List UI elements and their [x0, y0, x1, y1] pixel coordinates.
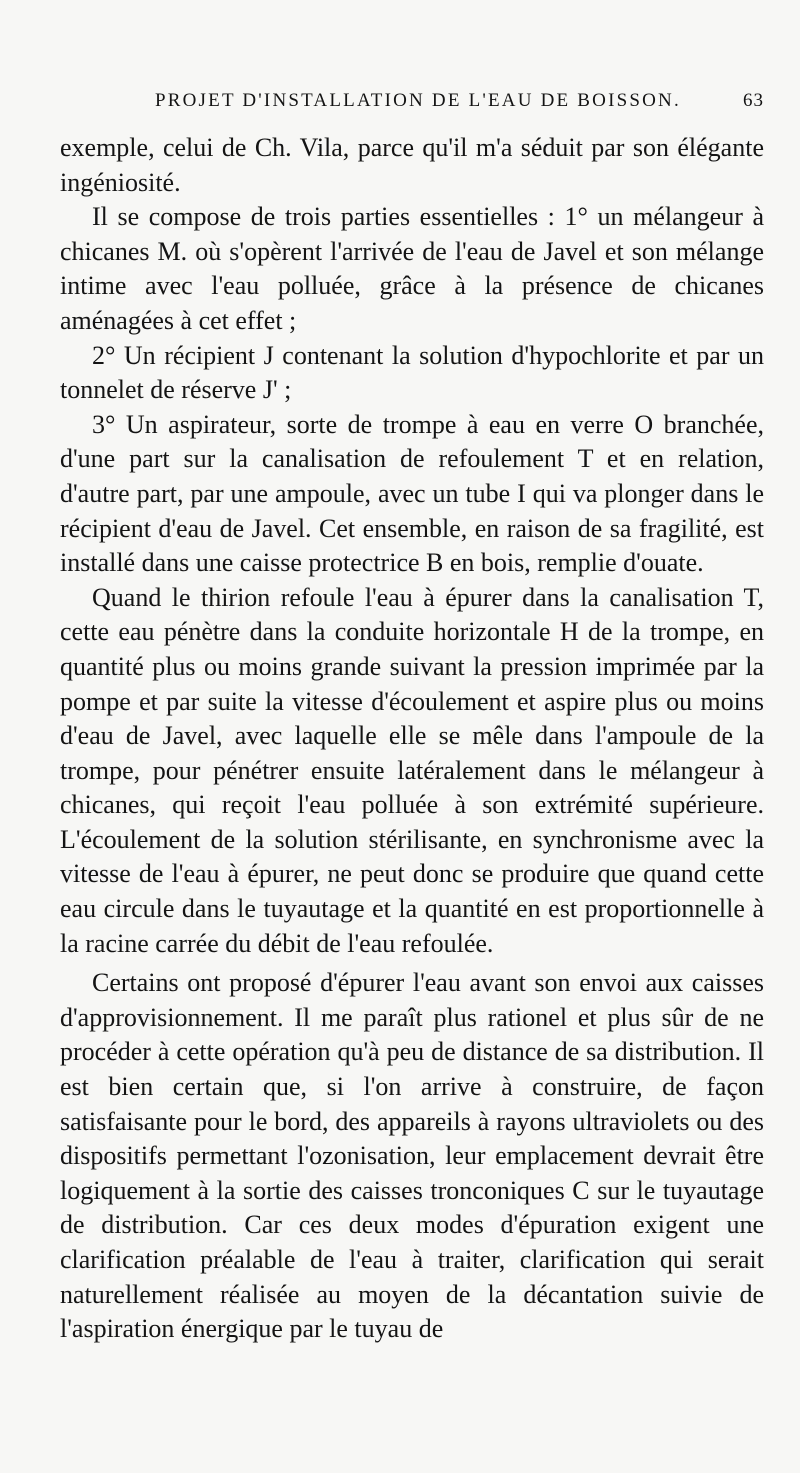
paragraph-operation: Quand le thirion refoule l'eau à épurer dans la canalisation T, cette eau pénètre dans la conduite horizontale H de la trompe, en quantité plus ou moins grande suivant la pression imprimée par la pompe et par suite la vitesse d'écoulement et aspire plus ou moins d'eau de Javel, avec laquelle elle se mêle dans l'ampoule de la trompe, pour pénétrer ensuite latéralement dans le mélangeur à chicanes, qui reçoit l'eau polluée à son extrémité supérieure. L'écoulement de la solution stérilisante, en synchronisme avec la vitesse de l'eau à épurer, ne peut donc se produire que quand cette eau circule dans le tuyautage et la quantité en est proportionnelle à la racine carrée du débit de l'eau refoulée. [60, 582, 764, 958]
paragraph-aspirator: 3° Un aspirateur, sorte de trompe à eau en verre O branchée, d'une part sur la canalisation de refoulement T et en relation, d'autre part, par une ampoule, avec un tube I qui va plonger dans le récipient d'eau de Javel. Cet ensemble, en raison de sa fragilité, est installé dans une caisse protectrice B en bois, remplie d'ouate. [60, 409, 764, 578]
paragraph-purification: Certains ont proposé d'épurer l'eau avant son envoi aux caisses d'approvisionnement. Il me paraît plus rationel et plus sûr de ne procéder à cette opération qu'à peu de distance de sa distribution. Il est bien certain que, si l'on arrive à construire, de façon satisfaisante pour le bord, des appareils à rayons ultraviolets ou des dispositifs permettant l'ozonisation, leur emplacement devrait être logiquement à la sortie des caisses tronconiques C sur le tuyautage de distribution. Car ces deux modes d'épuration exigent une clarification préalable de l'eau à traiter, clarification qui serait naturellement réalisée au moyen de la décantation suivie de l'aspiration énergique par le tuyau de [60, 968, 764, 1344]
paragraph-continuation: exemple, celui de Ch. Vila, parce qu'il m'a séduit par son élégante ingéniosité. [60, 133, 764, 197]
running-header [60, 80, 764, 120]
page-number: 63 [743, 90, 764, 111]
paragraph-components: Il se compose de trois parties essentielles : 1° un mélangeur à chicanes M. où s'opèrent l'arrivée de l'eau de Javel et son mélange intime avec l'eau polluée, grâce à la présence de chicanes aménagées à cet effet ; [60, 202, 764, 335]
body-text [60, 131, 764, 1347]
running-title: PROJET D'INSTALLATION DE L'EAU DE BOISSON. [155, 90, 681, 111]
paragraph-recipient: 2° Un récipient J contenant la solution d'hypochlorite et par un tonnelet de réserve J' ; [60, 340, 764, 405]
